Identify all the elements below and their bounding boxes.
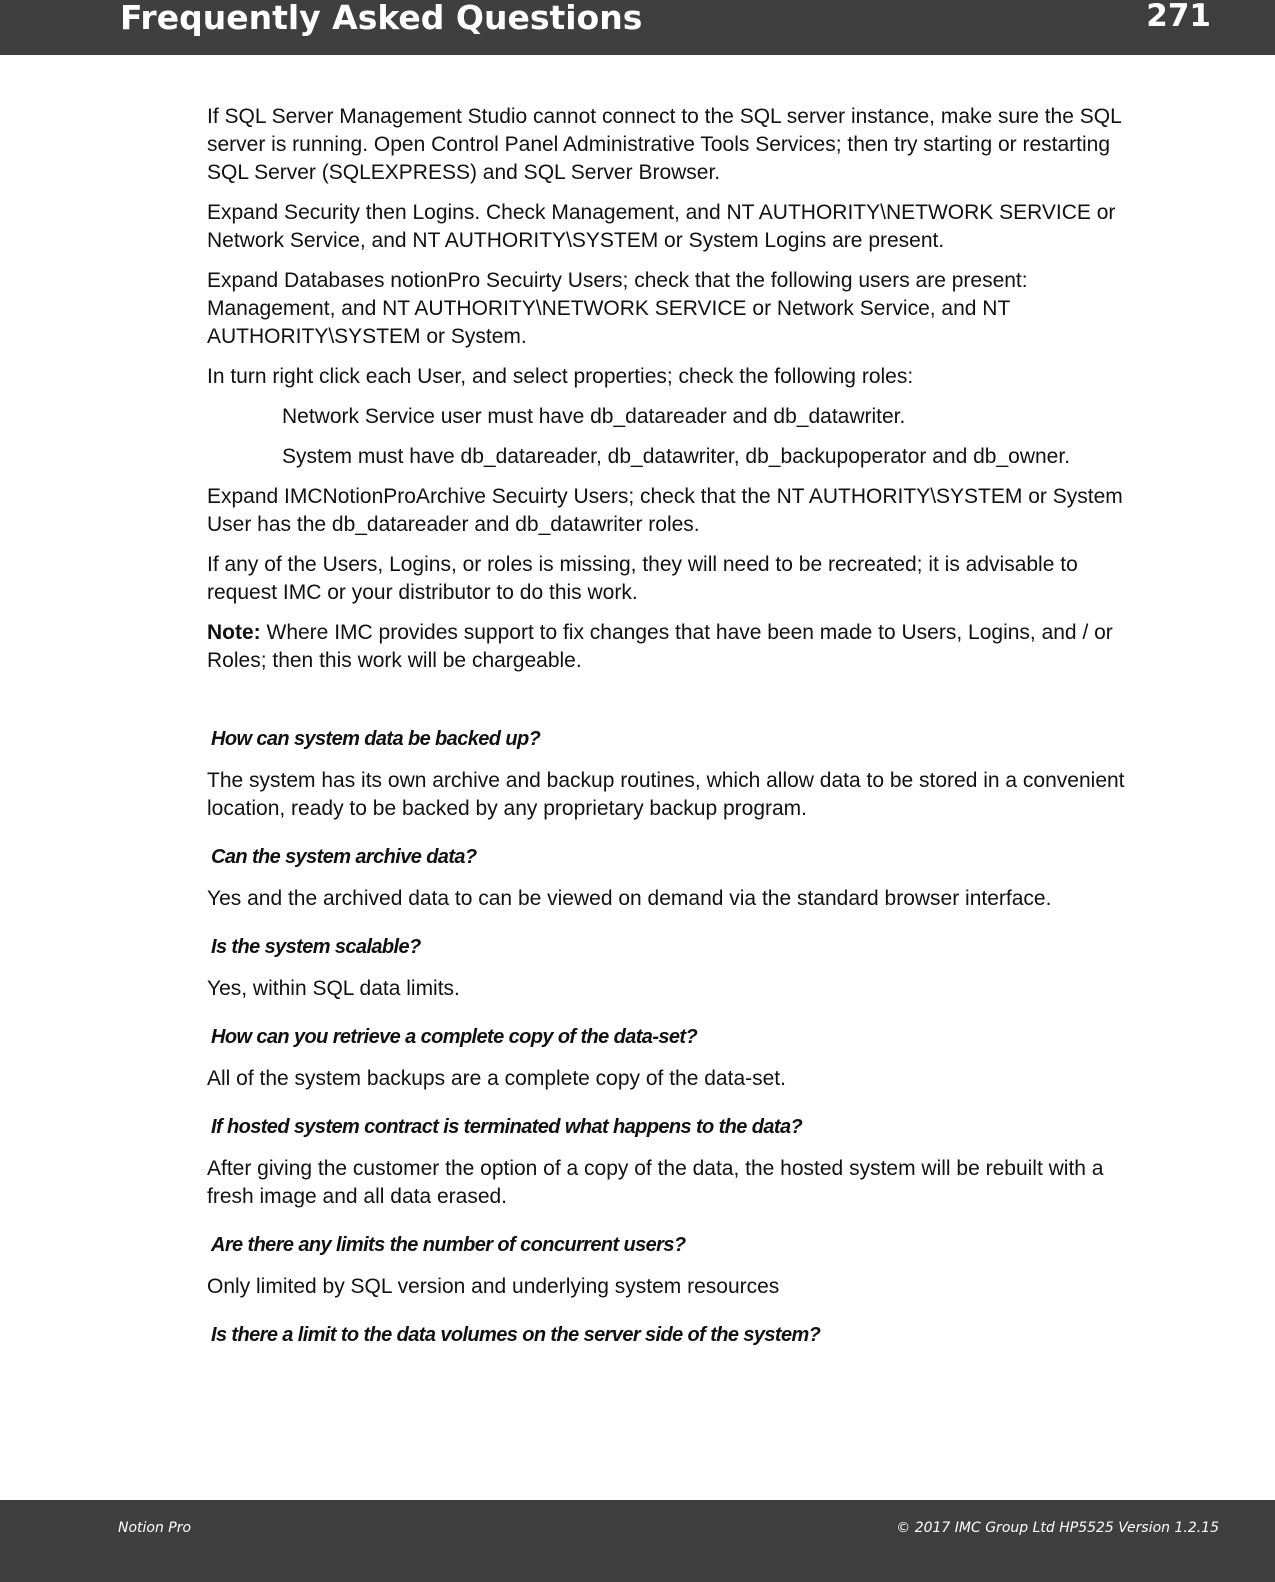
faq-answer: After giving the customer the option of a copy of the data, the hosted system will be rebuilt with a fresh image and all data erased. bbox=[207, 1157, 1104, 1208]
paragraph: If SQL Server Management Studio cannot connect to the SQL server instance, make sure the SQL server is running. Open Control Panel Administrative Tools Services; then try starting or restarting SQL Server (SQLEXPRESS) and SQL Server Browser. bbox=[207, 105, 1121, 184]
paragraph: Expand Databases notionPro Secuirty Users; check that the following users are present: Management, and NT AUTHORITY\NETWORK SERVICE or Network Service, and NT AUTHORITY\SYSTEM or System. bbox=[207, 269, 1028, 348]
indented-paragraph: System must have db_datareader, db_datawriter, db_backupoperator and db_owner. bbox=[282, 445, 1071, 468]
faq-answer: All of the system backups are a complete copy of the data-set. bbox=[207, 1067, 786, 1090]
paragraph: If any of the Users, Logins, or roles is missing, they will need to be recreated; it is advisable to request IMC or your distributor to do this work. bbox=[207, 553, 1078, 604]
faq-question: Is there a limit to the data volumes on the server side of the system? bbox=[211, 1324, 821, 1346]
faq-question: How can you retrieve a complete copy of the data-set? bbox=[211, 1026, 698, 1048]
faq-question: Can the system archive data? bbox=[211, 846, 477, 868]
indented-paragraph: Network Service user must have db_datareader and db_datawriter. bbox=[282, 405, 906, 428]
page-footer bbox=[0, 1500, 1275, 1582]
faq-answer: Yes and the archived data to can be viewed on demand via the standard browser interface. bbox=[207, 887, 1052, 910]
faq-question: Are there any limits the number of concurrent users? bbox=[211, 1234, 686, 1256]
paragraph: Expand Security then Logins. Check Management, and NT AUTHORITY\NETWORK SERVICE or Network Service, and NT AUTHORITY\SYSTEM or System Logins are present. bbox=[207, 201, 1116, 252]
note-text: Where IMC provides support to fix changes that have been made to Users, Logins, and / or Roles; then this work will be chargeable. bbox=[207, 621, 1113, 672]
faq-answer: Yes, within SQL data limits. bbox=[207, 977, 460, 1000]
footer-copyright: © 2017 IMC Group Ltd HP5525 Version 1.2.15 bbox=[896, 1520, 1219, 1536]
page-number: 271 bbox=[1146, 0, 1211, 34]
footer-product: Notion Pro bbox=[118, 1520, 192, 1536]
paragraph: Expand IMCNotionProArchive Secuirty Users; check that the NT AUTHORITY\SYSTEM or System User has the db_datareader and db_datawriter roles. bbox=[207, 485, 1123, 536]
faq-question: Is the system scalable? bbox=[211, 936, 421, 958]
note-paragraph bbox=[207, 619, 1147, 675]
note-label: Note: bbox=[207, 621, 261, 644]
page-content bbox=[207, 103, 1147, 1363]
paragraph: In turn right click each User, and select properties; check the following roles: bbox=[207, 365, 914, 388]
faq-question: How can system data be backed up? bbox=[211, 728, 541, 750]
faq-answer: Only limited by SQL version and underlying system resources bbox=[207, 1275, 780, 1298]
page-header bbox=[0, 0, 1275, 55]
faq-answer: The system has its own archive and backup routines, which allow data to be stored in a convenient location, ready to be backed by any proprietary backup program. bbox=[207, 769, 1125, 820]
page-title: Frequently Asked Questions bbox=[120, 0, 643, 37]
faq-question: If hosted system contract is terminated what happens to the data? bbox=[211, 1116, 803, 1138]
